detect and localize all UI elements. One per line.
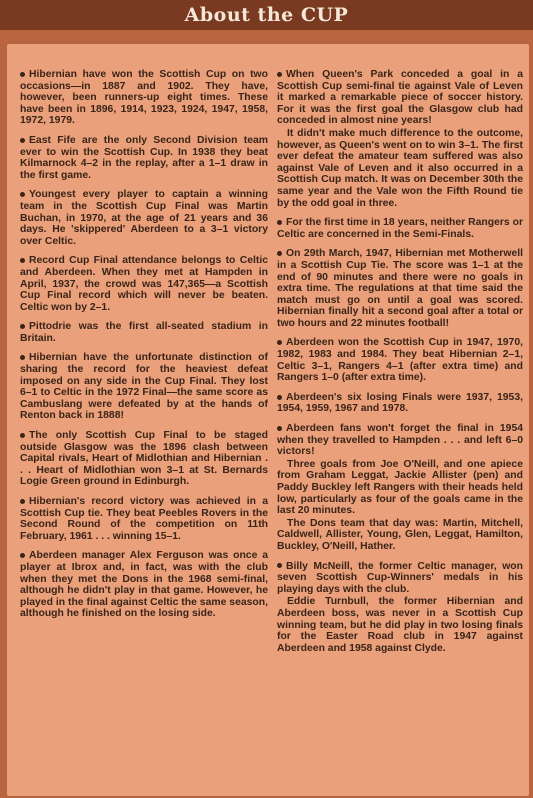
fact-text: Hibernian's record victory was achieved in a Scottish Cup tie. They beat Peebles Rovers in the Second Round of the competition on 11th February, 1961 . . . winning 15–1.	[20, 496, 268, 542]
fact-text: Record Cup Final attendance belongs to Celtic and Aberdeen. When they met at Hampden in April, 1937, the crowd was 147,365—a Scottish Cup Final record which will never be beaten. Celtic won by 2–1.	[20, 255, 268, 313]
fact-paragraph	[277, 248, 523, 329]
bullet-icon	[277, 426, 282, 431]
fact-text: The Dons team that day was: Martin, Mitchell, Caldwell, Allister, Young, Glen, Leggat, Hamilton, Buckley, O'Neill, Hather.	[277, 517, 523, 552]
content-panel	[7, 44, 529, 796]
fact-paragraph	[277, 217, 523, 240]
fact-paragraph	[277, 561, 523, 596]
fact-paragraph	[20, 189, 268, 247]
fact-text: Billy McNeill, the former Celtic manager, won seven Scottish Cup-Winners' medals in his playing days with the club.	[277, 560, 523, 595]
right-column	[277, 69, 523, 662]
fact-text: For the first time in 18 years, neither Rangers or Celtic are concerned in the Semi-Finals.	[277, 217, 523, 240]
bullet-icon	[277, 563, 282, 568]
fact-paragraph	[277, 518, 523, 553]
fact-text: Youngest every player to captain a winning team in the Scottish Cup Final was Martin Buchan, in 1970, at the age of 21 years and 36 days. He 'skippered' Aberdeen to a 3–1 victory over Celtic.	[20, 189, 268, 247]
fact-text: Hibernian have won the Scottish Cup on two occasions—in 1887 and 1902. They have, however, been runners-up eight times. These have been in 1896, 1914, 1923, 1924, 1947, 1958, 1972, 1979.	[20, 69, 268, 127]
fact-paragraph	[277, 392, 523, 415]
bullet-icon	[20, 499, 25, 504]
fact-paragraph	[20, 352, 268, 422]
bullet-icon	[277, 251, 282, 256]
bullet-icon	[277, 395, 282, 400]
fact-text: The only Scottish Cup Final to be staged outside Glasgow was the 1896 clash between Capital rivals, Heart of Midlothian and Hibernian . . . Heart of Midlothian won 3–1 at St. Bernards Logie Green ground in Edinburgh.	[20, 430, 268, 488]
fact-paragraph	[277, 596, 523, 654]
fact-text: When Queen's Park conceded a goal in a Scottish Cup semi-final tie against Vale of Leven it marked a remarkable piece of soccer history. For it was the first goal the Glasgow club had conceded in almost nine years!	[277, 69, 523, 127]
fact-paragraph	[20, 430, 268, 488]
fact-text: On 29th March, 1947, Hibernian met Motherwell in a Scottish Cup Tie. The score was 1–1 at the end of 90 minutes and there were no goals in extra time. The regulations at that time said the match must go on until a goal was scored. Hibernian finally hit a second goal after a total or two hours and 22 minutes football!	[277, 248, 523, 329]
left-column	[20, 69, 268, 628]
bullet-icon	[20, 72, 25, 77]
bullet-icon	[277, 72, 282, 77]
fact-paragraph	[277, 337, 523, 383]
fact-text: It didn't make much difference to the outcome, however, as Queen's went on to win 3–1. The first ever defeat the amateur team suffered was also against Vale of Leven and it also occurred in a Scottish Cup match. It was on December 30th the same year and the Vale won the Fifth Round tie by the odd goal in three.	[277, 127, 523, 209]
fact-text: Eddie Turnbull, the former Hibernian and Aberdeen boss, was never in a Scottish Cup winning team, but he did play in two losing finals for the Easter Road club in 1947 against Aberdeen and 1958 against Clyde.	[277, 596, 523, 654]
fact-paragraph	[277, 128, 523, 209]
fact-paragraph	[277, 69, 523, 127]
fact-text: Aberdeen's six losing Finals were 1937, 1953, 1954, 1959, 1967 and 1978.	[277, 391, 523, 415]
fact-paragraph	[20, 135, 268, 181]
fact-text: Three goals from Joe O'Neill, and one apiece from Graham Leggat, Jackie Allister (pen) and Paddy Buckley left Rangers with their heads held low, particularly as four of the goals came in the last 20 minutes.	[277, 458, 523, 517]
bullet-icon	[20, 355, 25, 360]
fact-paragraph	[20, 550, 268, 620]
bullet-icon	[277, 340, 282, 345]
fact-paragraph	[20, 255, 268, 313]
fact-text: Aberdeen fans won't forget the final in 1954 when they travelled to Hampden . . . and left 6–0 victors!	[277, 423, 523, 458]
fact-paragraph	[277, 423, 523, 458]
fact-text: Hibernian have the unfortunate distinction of sharing the record for the heaviest defeat imposed on any side in the Cup Final. They lost 6–1 to Celtic in the 1972 Final—the same score as Cambuslang were defeated by at the hands of Renton back in 1888!	[20, 352, 268, 422]
fact-text: Pittodrie was the first all-seated stadium in Britain.	[20, 321, 268, 344]
bullet-icon	[20, 553, 25, 558]
page-title: About the CUP	[184, 4, 349, 26]
bullet-icon	[20, 324, 25, 329]
header-bar	[0, 0, 533, 30]
bullet-icon	[277, 220, 282, 225]
fact-text: Aberdeen won the Scottish Cup in 1947, 1970, 1982, 1983 and 1984. They beat Hibernian 2–1, Celtic 3–1, Rangers 4–1 (after extra time) and Rangers 1–0 (after extra time).	[277, 337, 523, 384]
fact-paragraph	[20, 69, 268, 127]
bullet-icon	[20, 138, 25, 143]
fact-paragraph	[277, 459, 523, 517]
fact-text: Aberdeen manager Alex Ferguson was once a player at Ibrox and, in fact, was with the club when they met the Dons in the 1968 semi-final, although he didn't play in that game. However, he played in the final against Celtic the same season, although he finished on the losing side.	[20, 550, 268, 620]
bullet-icon	[20, 258, 25, 263]
bullet-icon	[20, 192, 25, 197]
bullet-icon	[20, 433, 25, 438]
fact-text: East Fife are the only Second Division team ever to win the Scottish Cup. In 1938 they beat Kilmarnock 4–2 in the replay, after a 1–1 draw in the first game.	[20, 134, 268, 181]
fact-paragraph	[20, 496, 268, 542]
fact-paragraph	[20, 321, 268, 344]
